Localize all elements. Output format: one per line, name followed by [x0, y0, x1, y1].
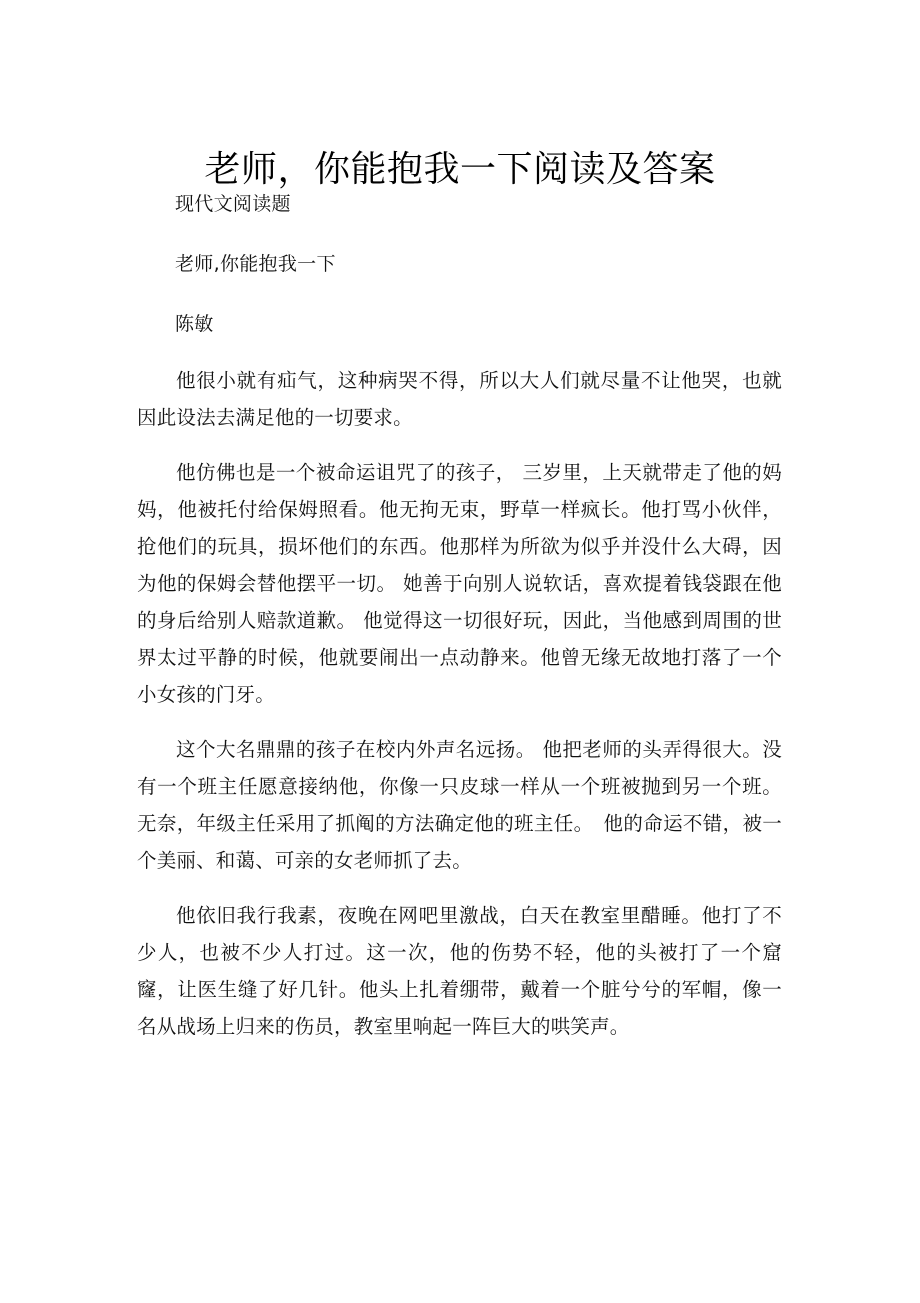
- lead-line-section-label: 现代文阅读题: [175, 193, 291, 215]
- article-body: [137, 362, 782, 1045]
- lead-line-author: 陈敏: [175, 313, 214, 335]
- body-paragraph: 这个大名鼎鼎的孩子在校内外声名远扬。 他把老师的头弄得很大。没有一个班主任愿意接纳他，你像一只皮球一样从一个班被抛到另一个班。无奈，年级主任采用了抓阄的方法确定他的班主任。 他的命运不错，被一个美丽、和蔼、可亲的女老师抓了去。: [137, 738, 782, 872]
- body-paragraph: 他依旧我行我素，夜晚在网吧里激战，白天在教室里醋睡。他打了不少人，也被不少人打过。这一次，他的伤势不轻，他的头被打了一个窟窿，让医生缝了好几针。他头上扎着绷带，戴着一个脏兮兮的军帽，像一名从战场上归来的伤员，教室里响起一阵巨大的哄笑声。: [137, 904, 782, 1038]
- page-title: 老师，你能抱我一下阅读及答案: [204, 149, 716, 191]
- body-paragraph: 他仿佛也是一个被命运诅咒了的孩子， 三岁里，上天就带走了他的妈妈，他被托付给保姆照看。他无拘无束，野草一样疯长。他打骂小伙伴，抢他们的玩具，损坏他们的东西。他那样为所欲为似乎并没什么大碍，因为他的保姆会替他摆平一切。 她善于向别人说软话，喜欢提着钱袋跟在他的身后给别人赔款道歉。 他觉得这一切很好玩，因此，当他感到周围的世界太过平静的时候，他就要闹出一点动静来。他曾无缘无故地打落了一个小女孩的门牙。: [137, 461, 782, 706]
- lead-section: [175, 192, 775, 336]
- lead-line-article-title: 老师,你能抱我一下: [175, 253, 336, 275]
- body-paragraph: 他很小就有疝气，这种病哭不得，所以大人们就尽量不让他哭，也就因此设法去满足他的一切要求。: [137, 369, 782, 429]
